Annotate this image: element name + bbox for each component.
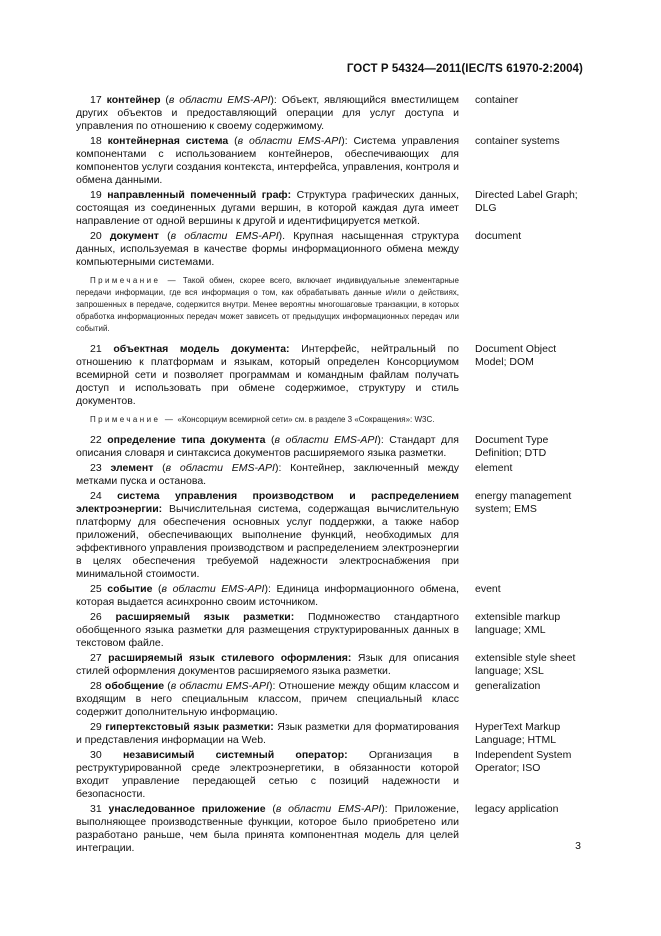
english-equivalent: legacy application bbox=[475, 803, 559, 815]
english-equivalent: container systems bbox=[475, 135, 560, 147]
term-entry-22 bbox=[76, 434, 586, 460]
term-qualifier: в области EMS-API bbox=[274, 434, 378, 446]
term-entry-30 bbox=[76, 749, 586, 801]
term-entry-21 bbox=[76, 343, 586, 408]
term-name: документ bbox=[109, 230, 159, 242]
term-qualifier: в области EMS-API bbox=[170, 230, 279, 242]
note-2 bbox=[76, 414, 459, 426]
english-equivalent: document bbox=[475, 230, 522, 242]
term-definition: 19 направленный помеченный граф: Структура графических данных, состоящая из соединенных дугами вершин, в которой каждая дуга имеет направление от одной вершины к другой и идентифицируется меткой. bbox=[76, 189, 460, 227]
note-label: Примечание — bbox=[90, 276, 178, 285]
term-entry-24 bbox=[76, 490, 586, 581]
term-qualifier: в области EMS-API bbox=[165, 462, 275, 474]
term-definition: 17 контейнер (в области EMS-API): Объект, являющийся вместилищем других объектов и предоставляющий операции для услуг доступа и управления по отношению к своему содержимому. bbox=[76, 94, 459, 132]
note-label: Примечание — bbox=[90, 415, 176, 424]
term-entry-27 bbox=[76, 652, 586, 678]
term-entry-17 bbox=[76, 94, 586, 133]
english-equivalent: Document Object Model; DOM bbox=[475, 343, 557, 368]
term-entry-29 bbox=[76, 721, 586, 747]
term-name: обобщение bbox=[104, 680, 165, 692]
term-definition: 20 документ (в области EMS-API). Крупная насыщенная структура данных, используемая в качестве формы информационного обмена между компьютерными системами. bbox=[76, 230, 459, 268]
term-definition: 31 унаследованное приложение (в области EMS-API): Приложение, выполняющее производственные функции, которое было приобретено или разработано раньше, чем была принята компонентная модель для целей интеграции. bbox=[76, 803, 460, 854]
term-name: расширяемый язык стилевого оформления: bbox=[108, 652, 352, 664]
term-qualifier: в области EMS-API bbox=[170, 680, 269, 692]
term-definition: 25 событие (в области EMS-API): Единица информационного обмена, которая выдается асинхронно своим источником. bbox=[76, 583, 459, 608]
term-entry-28 bbox=[76, 680, 586, 719]
english-equivalent: HyperText Markup Language; HTML bbox=[475, 721, 561, 746]
term-definition: 26 расширяемый язык разметки: Подмножество стандартного обобщенного языка разметки для размещения структурированных данных в текстовом файле. bbox=[76, 611, 459, 649]
term-definition: 21 объектная модель документа: Интерфейс, нейтральный по отношению к платформам и языкам, который определен Консорциумом всемирной сети и позволяет программам и командным файлам получать доступ и использовать при обмене содержимое, структуру и стиль документов. bbox=[76, 343, 460, 407]
term-entry-25 bbox=[76, 583, 586, 609]
term-name: гипертекстовый язык разметки: bbox=[105, 721, 274, 733]
term-name: элемент bbox=[110, 462, 154, 474]
note-1 bbox=[76, 275, 459, 335]
term-entry-31 bbox=[76, 803, 586, 855]
english-equivalent: container bbox=[475, 94, 519, 106]
term-name: контейнерная система bbox=[107, 135, 229, 147]
term-definition: 22 определение типа документа (в области EMS-API): Стандарт для описания словаря и синтаксиса документов расширяемого языка разметки. bbox=[76, 434, 459, 459]
document-header: ГОСТ Р 54324—2011(IEC/TS 61970-2:2004) bbox=[346, 63, 583, 75]
term-entry-19 bbox=[76, 189, 586, 228]
term-entry-26 bbox=[76, 611, 586, 650]
term-entry-23 bbox=[76, 462, 586, 488]
english-equivalent: Directed Label Graph; DLG bbox=[475, 189, 578, 214]
english-equivalent: event bbox=[475, 583, 501, 595]
term-qualifier: в области EMS-API bbox=[275, 803, 382, 815]
note-text: «Консорциум всемирной сети» см. в разделе 3 «Сокращения»: W3C. bbox=[175, 415, 435, 424]
english-equivalent: extensible style sheet language; XSL bbox=[475, 652, 576, 677]
term-entry-20 bbox=[76, 230, 586, 269]
term-name: направленный помеченный граф: bbox=[107, 189, 292, 201]
term-name: независимый системный оператор: bbox=[122, 749, 348, 761]
term-name: определение типа документа bbox=[107, 434, 266, 446]
term-definition: 24 система управления производством и распределением электроэнергии: Вычислительная система, содержащая вычислительную платформу для обеспечения основных услуг поддержки, а также набор приложений, обеспечивающих выполнение функций, необходимых для эффективного управления производством и распределением электроэнергии в целях обеспечения требуемой надежности электроснабжения при минимальной стоимости. bbox=[76, 490, 460, 580]
term-definition: 28 обобщение (в области EMS-API): Отношение между общим классом и входящим в него специальным классом, причем специальный класс содержит дополнительную информацию. bbox=[76, 680, 459, 718]
terms-list bbox=[76, 94, 586, 857]
term-qualifier: в области EMS-API bbox=[168, 94, 271, 106]
term-name: контейнер bbox=[106, 94, 161, 106]
term-definition: 30 независимый системный оператор: Организация в реструктурированной среде электроэнергетики, в обязанности которой входит управление передающей сетью с позиций надежности и безопасности. bbox=[76, 749, 460, 800]
english-equivalent: Document Type Definition; DTD bbox=[475, 434, 549, 459]
english-equivalent: Independent System Operator; ISO bbox=[475, 749, 572, 774]
note-text: Такой обмен, скорее всего, включает индивидуальные элементарные передачи информации, где вся информация о том, как обрабатывать данные и/или о действиях, запрошенных в передаче, содержится внутри. Менее вероятны многошаговые транзакции, в которых обработка информационных передач может зависеть от предыдущих информационных передач или событий. bbox=[76, 276, 460, 333]
term-name: унаследованное приложение bbox=[108, 803, 266, 815]
english-equivalent: extensible markup language; XML bbox=[475, 611, 561, 636]
term-name: система управления производством и распределением электроэнергии: bbox=[76, 490, 460, 515]
term-qualifier: в области EMS-API bbox=[237, 135, 342, 147]
term-name: объектная модель документа: bbox=[113, 343, 290, 355]
term-definition: 18 контейнерная система (в области EMS-API): Система управления компонентами с использованием контейнеров, обеспечивающих для компонентов услуги создания контекста, интерфейса, управления, контроля и обмена данными. bbox=[76, 135, 460, 186]
term-name: событие bbox=[107, 583, 153, 595]
term-entry-18 bbox=[76, 135, 586, 187]
english-equivalent: element bbox=[475, 462, 513, 474]
term-definition: 27 расширяемый язык стилевого оформления: Язык для описания стилей оформления документов расширяемого языка разметки. bbox=[76, 652, 460, 677]
english-equivalent: generalization bbox=[475, 680, 541, 692]
page-number: 3 bbox=[575, 840, 581, 852]
term-definition: 23 элемент (в области EMS-API): Контейнер, заключенный между метками пуска и останова. bbox=[76, 462, 460, 487]
term-definition: 29 гипертекстовый язык разметки: Язык разметки для форматирования и представления информации на Web. bbox=[76, 721, 460, 746]
term-qualifier: в области EMS-API bbox=[161, 583, 265, 595]
term-name: расширяемый язык разметки: bbox=[115, 611, 295, 623]
english-equivalent: energy management system; EMS bbox=[475, 490, 572, 515]
